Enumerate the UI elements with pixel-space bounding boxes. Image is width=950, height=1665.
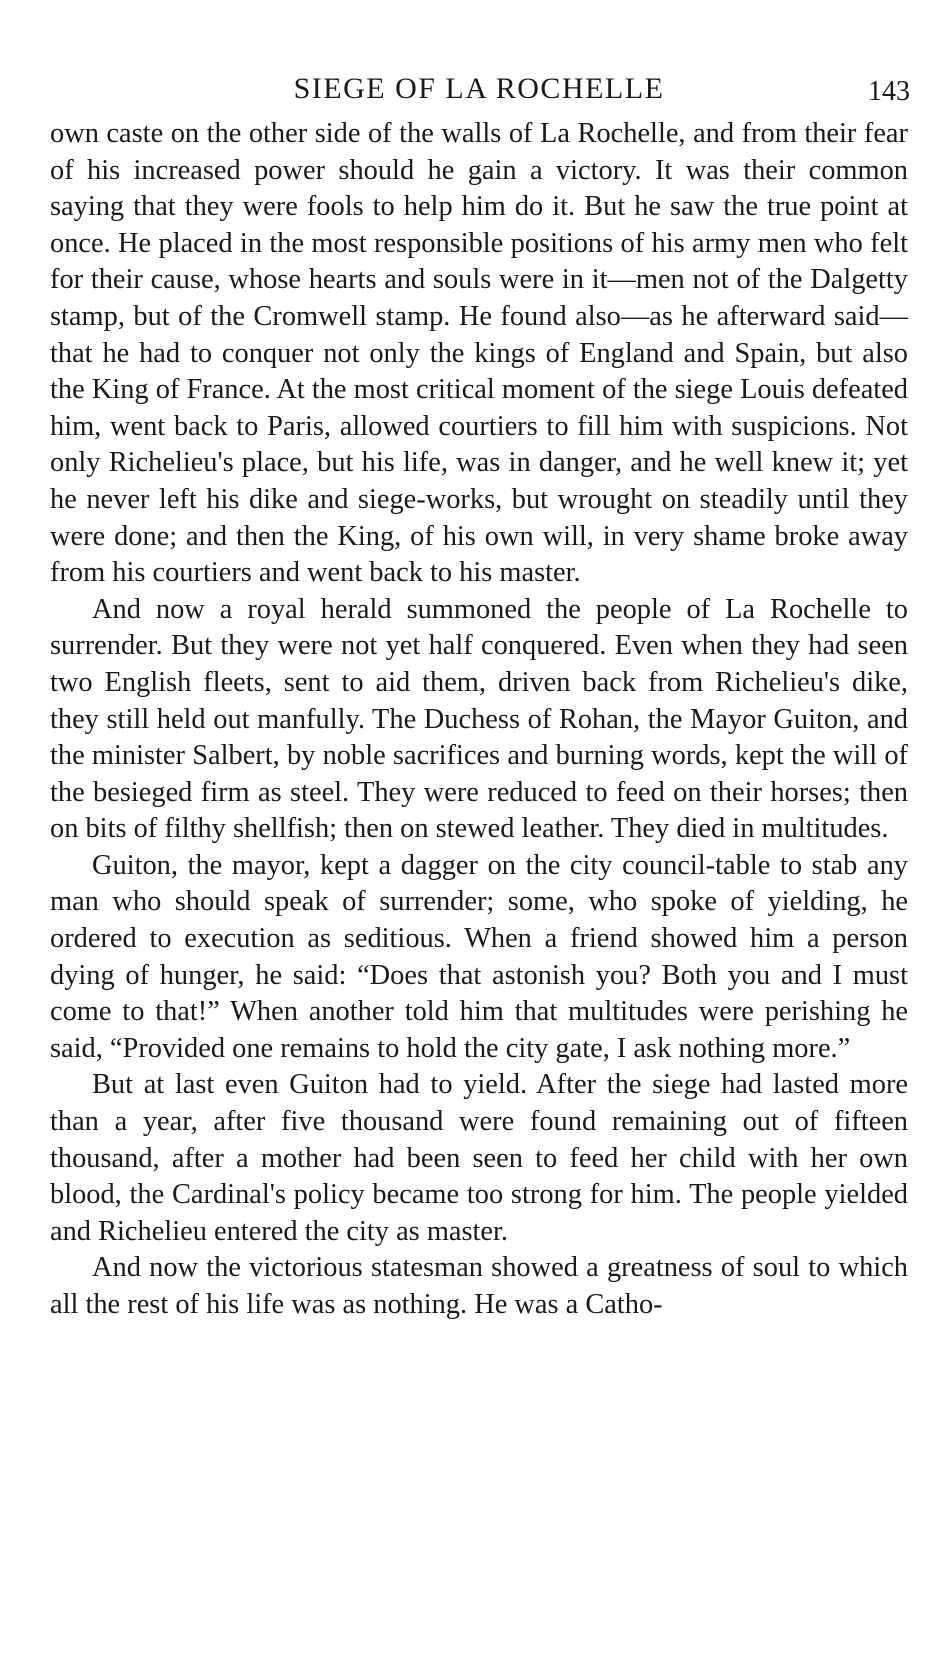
book-page (50, 72, 908, 1324)
paragraph-3: Guiton, the mayor, kept a dagger on the city council-table to stab any man who should speak of surrender; some, who spoke of yielding, he ordered to execution as seditious. When a friend showed him a person dying of hunger, he said: “Does that astonish you? Both you and I must come to that!” When another told him that multitudes were perishing he said, “Provided one remains to hold the city gate, I ask nothing more.” (50, 849, 908, 1064)
paragraph-5: And now the victorious statesman showed a greatness of soul to which all the rest of his life was as nothing. He was a Catho- (50, 1252, 908, 1320)
running-title: SIEGE OF LA ROCHELLE (293, 72, 665, 105)
page-number: 143 (868, 76, 910, 107)
paragraph-2: And now a royal herald summoned the people of La Rochelle to surrender. But they were not yet half conquered. Even when they had seen two English fleets, sent to aid them, driven back from Richelieu's dike, they still held out manfully. The Duchess of Rohan, the Mayor Guiton, and the minister Salbert, by noble sacrifices and burning words, kept the will of the besieged firm as steel. They were reduced to feed on their horses; then on bits of filthy shellfish; then on stewed leather. They died in multitudes. (50, 593, 908, 845)
paragraph-4: But at last even Guiton had to yield. After the siege had lasted more than a year, after five thousand were found remaining out of fifteen thousand, after a mother had been seen to feed her child with her own blood, the Cardinal's policy became too strong for him. The people yielded and Richelieu entered the city as master. (50, 1069, 908, 1247)
body-text (50, 116, 908, 1324)
running-header (50, 72, 908, 116)
paragraph-1: own caste on the other side of the walls of La Rochelle, and from their fear of his increased power should he gain a victory. It was their common saying that they were fools to help him do it. But he saw the true point at once. He placed in the most responsible positions of his army men who felt for their cause, whose hearts and souls were in it—men not of the Dalgetty stamp, but of the Cromwell stamp. He found also—as he afterward said—that he had to conquer not only the kings of England and Spain, but also the King of France. At the most critical moment of the siege Louis defeated him, went back to Paris, allowed courtiers to fill him with suspicions. Not only Richelieu's place, but his life, was in danger, and he well knew it; yet he never left his dike and siege-works, but wrought on steadily until they were done; and then the King, of his own will, in very shame broke away from his courtiers and went back to his master. (50, 118, 908, 589)
